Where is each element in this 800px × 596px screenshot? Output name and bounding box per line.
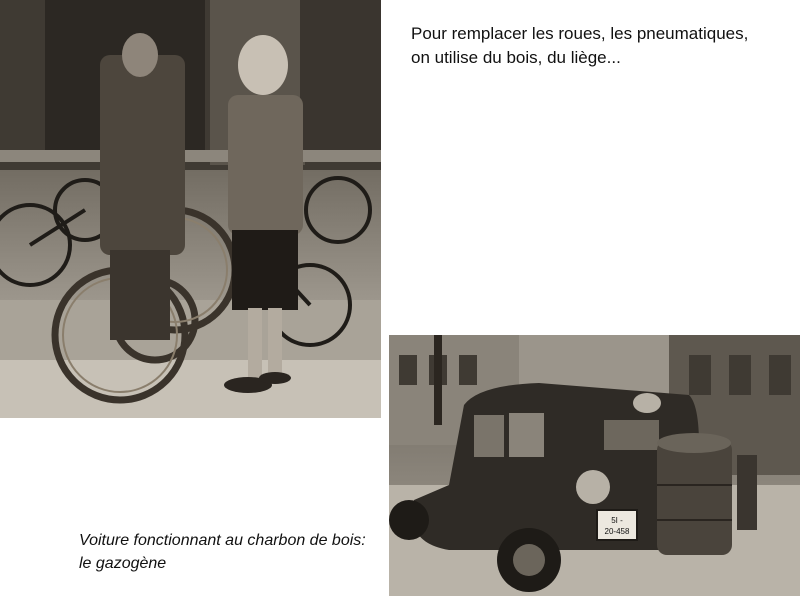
car-photo-drawing	[389, 335, 800, 596]
gazogene-car-photo	[389, 335, 800, 596]
license-plate-number: 20-458	[604, 527, 630, 536]
bicycle-wooden-wheels-photo	[0, 0, 381, 418]
license-plate-text: 5I -	[611, 516, 623, 525]
caption-wooden-wheels: Pour remplacer les roues, les pneumatiques, on utilise du bois, du liège...	[411, 24, 749, 67]
bicycle-photo-drawing	[0, 0, 381, 418]
caption-gazogene: Voiture fonctionnant au charbon de bois: le gazogène	[79, 532, 366, 572]
